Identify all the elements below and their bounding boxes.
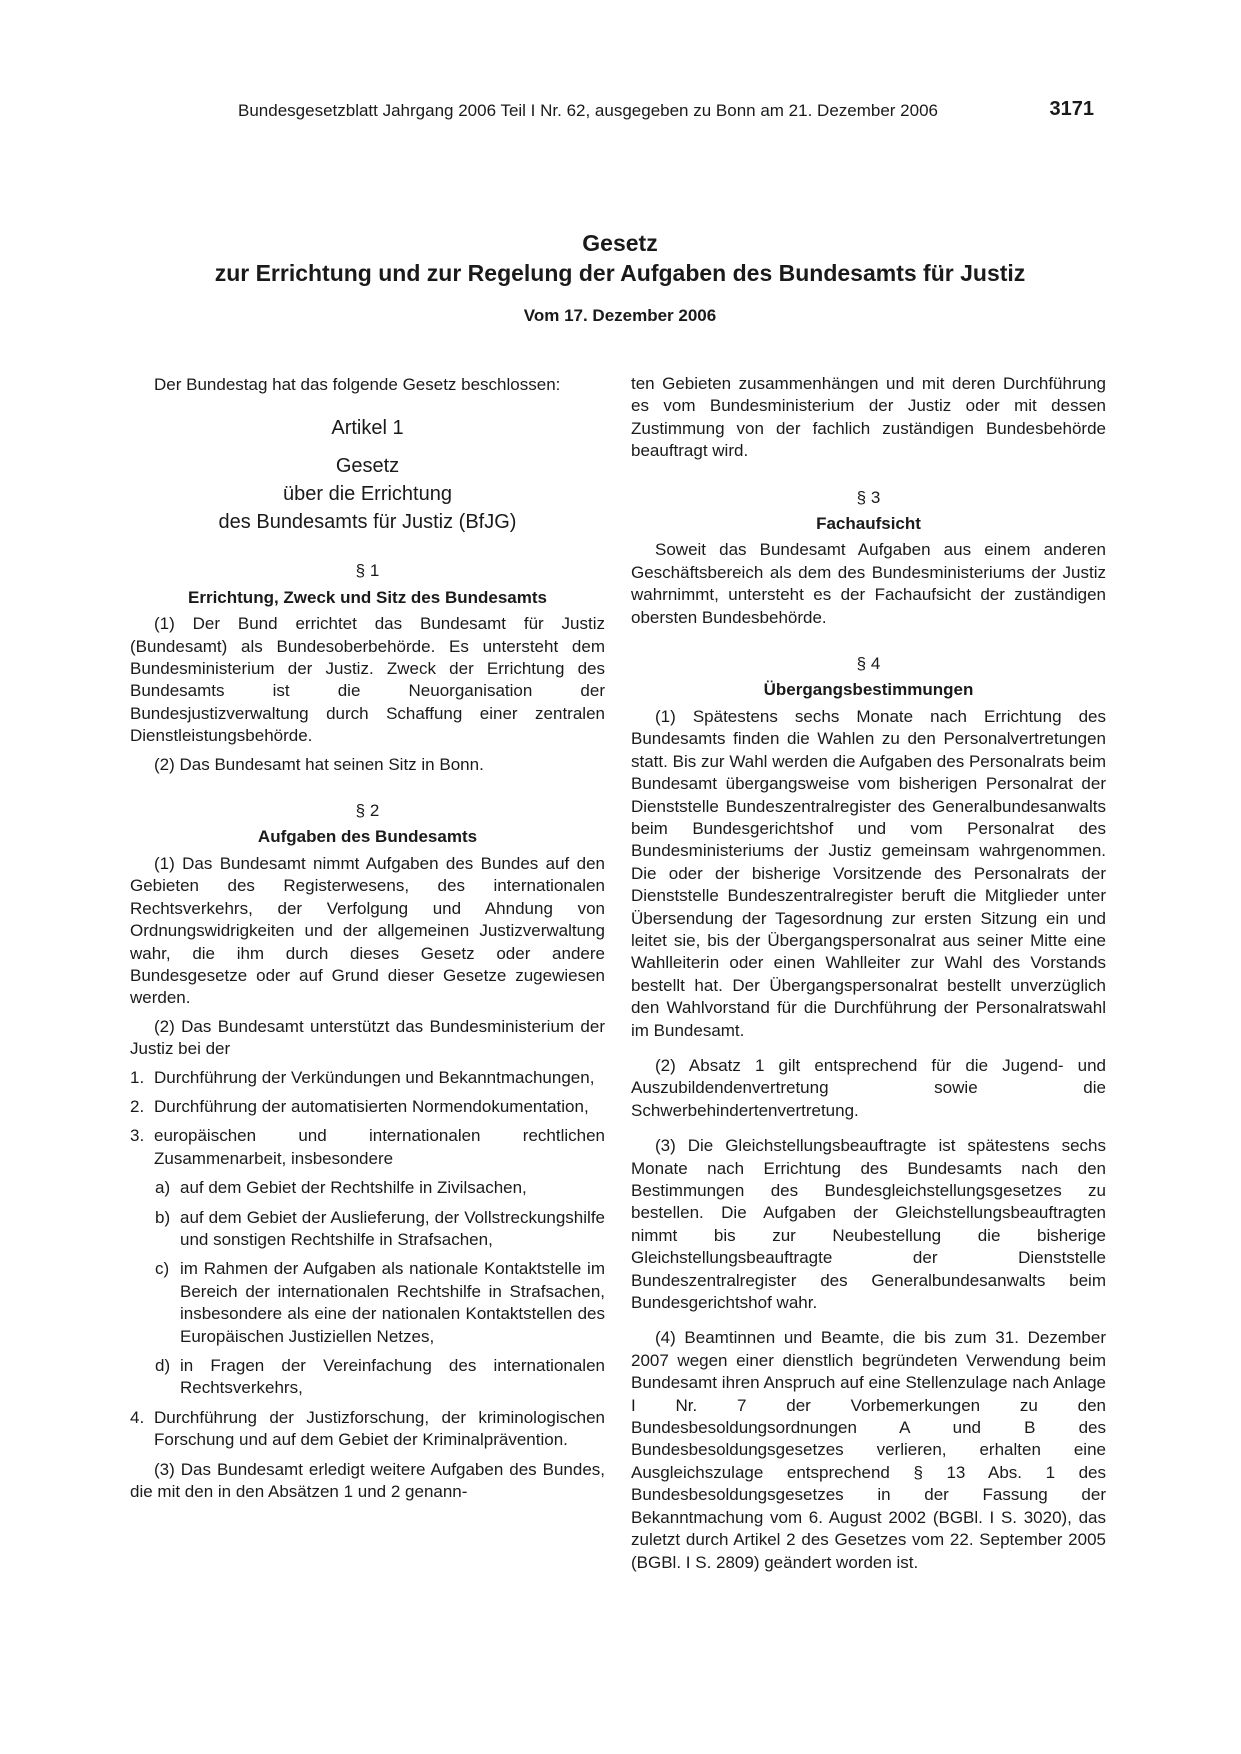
artikel-title-line1: Gesetz	[335, 455, 400, 478]
running-header	[238, 100, 1094, 122]
sub-list-item-letter: d)	[155, 1356, 171, 1375]
list-item-number: 4.	[130, 1407, 145, 1427]
sub-list-item-letter: c)	[155, 1259, 170, 1279]
section-4-paragraph-1: (1) Spätestens sechs Monate nach Errichtung des Bundesamts finden die Wahlen zu den Personalvertretungen statt. Bis zur Wahl werden die Aufgaben des Personalrats beim Bundesamt übergangsweise vom bisherigen Personalrat der Dienststelle Bundeszentralregister des Generalbundesanwalts beim Bundesgerichtshof und vom Personalrat des Bundesministeriums der Justiz gemeinsam wahrgenommen. Die oder der bisherige Vorsitzende des Personalrats der Dienststelle Bundeszentralregister beruft die Mitglieder unter Übersendung der Tagesordnung zur ersten Sitzung ein und leitet sie, bis der Übergangspersonalrat aus seiner Mitte eine Wahlleiterin oder einen Wahlleiter zur Wahl des Vorstands bestellt hat. Der Übergangspersonalrat bestellt unverzüglich den Wahlvorstand für die Durchführung der Personalratswahl im Bundesamt.	[631, 706, 1106, 1040]
section-1-paragraph-1: (1) Der Bund errichtet das Bundesamt für Justiz (Bundesamt) als Bundesoberbehörde. Es untersteht dem Bundesministerium der Justiz. Zweck der Errichtung des Bundesamts ist die Neuorganisation der Bundesjustizverwaltung durch Schaffung einer zentralen Dienstleistungsbehörde.	[130, 614, 605, 746]
list-item-number: 2.	[130, 1096, 145, 1116]
list-item-text: Durchführung der automatisierten Normendokumentation,	[154, 1096, 589, 1116]
list-item-text: Durchführung der Justizforschung, der kriminologischen Forschung und auf dem Gebiet der Kriminalprävention.	[154, 1407, 605, 1450]
list-item-text: europäischen und internationalen rechtlichen Zusammenarbeit, insbesondere	[154, 1126, 605, 1168]
section-3-title: Fachaufsicht	[816, 514, 921, 534]
section-4-paragraph-3: (3) Die Gleichstellungsbeauftragte ist spätestens sechs Monate nach Errichtung des Bundesamts nach den Bestimmungen des Bundesgleichstellungsgesetzes zu bestellen. Die Aufgaben der Gleichstellungsbeauftragten nimmt bis zur Neubestellung die bisherige Gleichstellungsbeauftragte der Dienststelle Bundeszentralregister des Generalbundesanwalts beim Bundesgerichtshof wahr.	[631, 1136, 1106, 1313]
title-block	[120, 228, 1120, 328]
section-1-paragraph-2: (2) Das Bundesamt hat seinen Sitz in Bonn.	[154, 754, 484, 774]
sub-list-item-text: im Rahmen der Aufgaben als nationale Kontaktstelle im Bereich der internationalen Rechtshilfe in Strafsachen, insbesondere als eine der nationalen Kontaktstellen des Europäischen Justiziellen Netzes,	[180, 1259, 605, 1346]
section-2-title: Aufgaben des Bundesamts	[257, 827, 478, 847]
artikel-heading: Artikel 1	[331, 417, 404, 440]
section-3-number: § 3	[856, 487, 881, 507]
intro-paragraph: Der Bundestag hat das folgende Gesetz beschlossen:	[154, 375, 561, 394]
sub-list-item	[155, 1177, 605, 1199]
list-item-number: 3.	[130, 1126, 145, 1146]
left-column	[130, 374, 605, 1509]
section-2-paragraph-1: (1) Das Bundesamt nimmt Aufgaben des Bundes auf den Gebieten des Registerwesens, des internationalen Rechtsverkehrs, der Verfolgung und Ahndung von Ordnungswidrigkeiten und der allgemeinen Justizverwaltung wahr, die ihm durch dieses Gesetz oder andere Bundesgesetze oder auf Grund dieser Gesetze zugewiesen werden.	[130, 853, 605, 1008]
sub-list-item	[155, 1258, 605, 1348]
sub-list-item-text: auf dem Gebiet der Rechtshilfe in Zivilsachen,	[180, 1178, 527, 1198]
list-item-number: 1.	[130, 1067, 145, 1087]
right-column	[631, 373, 1106, 1587]
section-2-paragraph-3: (3) Das Bundesamt erledigt weitere Aufgaben des Bundes, die mit den in den Absätzen 1 und 2 genann-	[130, 1459, 605, 1502]
section-1-title: Errichtung, Zweck und Sitz des Bundesamts	[188, 587, 547, 607]
running-title: Bundesgesetzblatt Jahrgang 2006 Teil I Nr. 62, ausgegeben zu Bonn am 21. Dezember 2006	[238, 101, 938, 120]
page-number: 3171	[1049, 98, 1094, 120]
artikel-title-line2: über die Errichtung	[283, 483, 452, 506]
list-item	[130, 1096, 605, 1118]
sub-list-item	[155, 1355, 605, 1400]
sub-list-item	[155, 1207, 605, 1252]
section-2-paragraph-2: (2) Das Bundesamt unterstützt das Bundesministerium der Justiz bei der	[130, 1016, 605, 1059]
section-4-title: Übergangsbestimmungen	[763, 680, 974, 700]
section-2-continuation: ten Gebieten zusammenhängen und mit deren Durchführung es vom Bundesministerium der Justiz oder mit dessen Zustimmung von der fachlich zuständigen Bundesbehörde beauftragt wird.	[631, 374, 1106, 461]
section-2-number: § 2	[355, 801, 380, 821]
list-item	[130, 1067, 605, 1089]
sub-list-item-text: in Fragen der Vereinfachung des internationalen Rechtsverkehrs,	[180, 1356, 605, 1398]
section-1-number: § 1	[355, 561, 380, 581]
artikel-title-line3: des Bundesamts für Justiz (BfJG)	[218, 511, 517, 534]
section-4-number: § 4	[856, 654, 881, 674]
sub-list-item-letter: b)	[155, 1207, 171, 1227]
sub-list-item-letter: a)	[155, 1178, 171, 1198]
sub-list	[155, 1177, 605, 1400]
section-4-paragraph-4: (4) Beamtinnen und Beamte, die bis zum 31. Dezember 2007 wegen einer dienstlich begründeten Verwendung beim Bundesamt ihren Anspruch auf eine Stellenzulage nach Anlage I Nr. 7 der Vorbemerkungen zu den Bundesbesoldungsordnungen A und B des Bundesbesoldungsgesetzes verlieren, erhalten eine Ausgleichszulage entsprechend § 13 Abs. 1 des Bundesbesoldungsgesetzes in der Fassung der Bekanntmachung vom 6. August 2002 (BGBl. I S. 3020), das zuletzt durch Artikel 2 des Gesetzes vom 22. September 2005 (BGBl. I S. 2809) geändert worden ist.	[631, 1328, 1106, 1572]
list-item-text: Durchführung der Verkündungen und Bekanntmachungen,	[154, 1067, 595, 1087]
law-title-line2: zur Errichtung und zur Regelung der Aufgaben des Bundesamts für Justiz	[214, 260, 1026, 286]
list-item	[130, 1407, 605, 1452]
list-item	[130, 1125, 605, 1170]
law-date: Vom 17. Dezember 2006	[523, 306, 717, 325]
section-4-paragraph-2: (2) Absatz 1 gilt entsprechend für die Jugend- und Auszubildendenvertretung sowie die Schwerbehindertenvertretung.	[631, 1055, 1106, 1120]
sub-list-item-text: auf dem Gebiet der Auslieferung, der Vollstreckungshilfe und sonstigen Rechtshilfe in Strafsachen,	[180, 1207, 605, 1249]
section-3-paragraph-1: Soweit das Bundesamt Aufgaben aus einem anderen Geschäftsbereich als dem des Bundesministeriums der Justiz wahrnimmt, untersteht es der Fachaufsicht der zuständigen obersten Bundesbehörde.	[631, 540, 1106, 627]
law-title-line1: Gesetz	[582, 230, 658, 256]
